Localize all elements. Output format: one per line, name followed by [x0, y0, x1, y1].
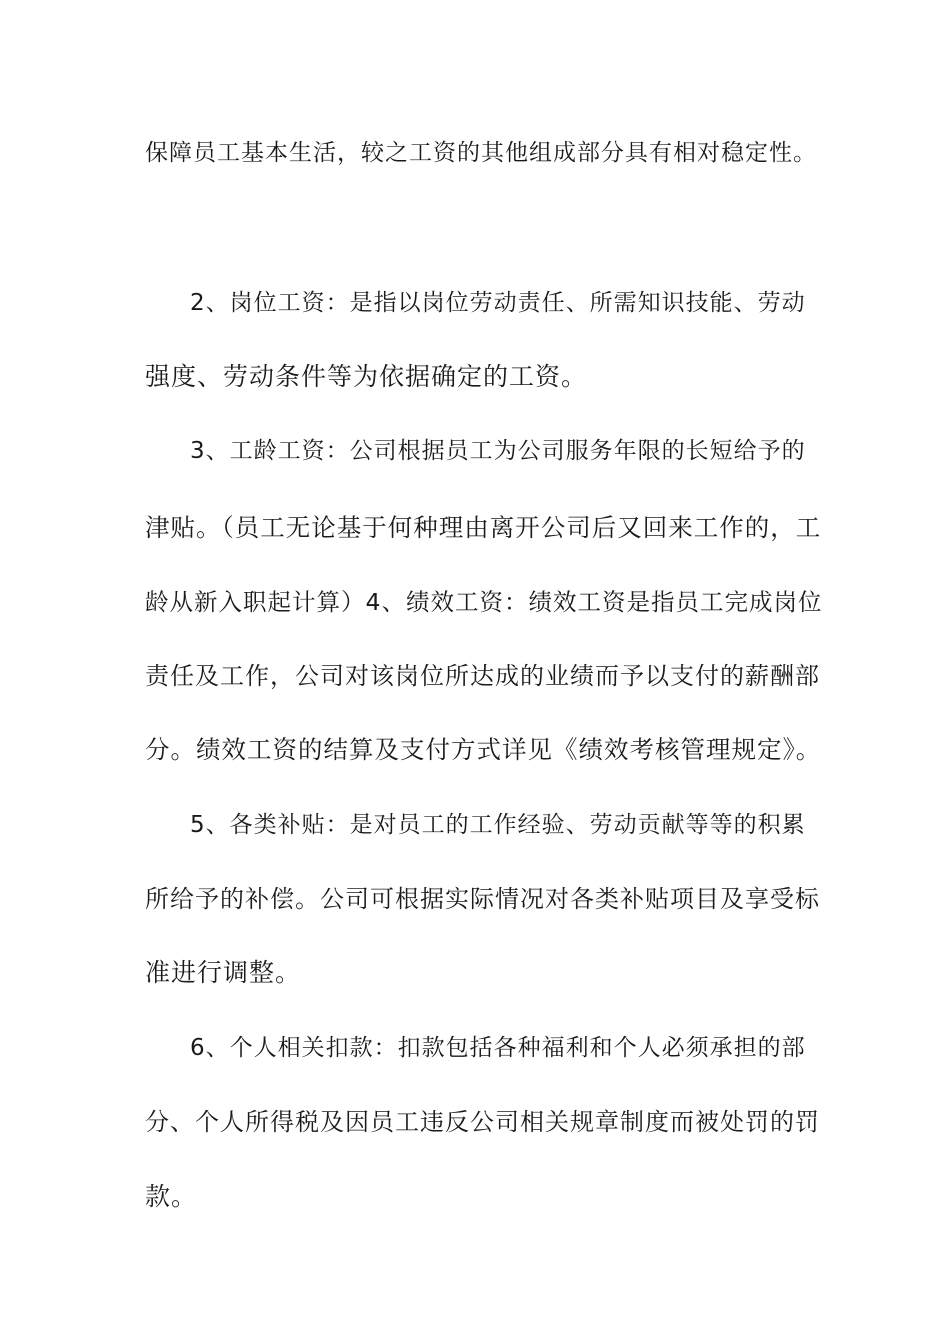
paragraph-line: 分、个人所得税及因员工违反公司相关规章制度而被处罚的罚 [145, 1108, 820, 1136]
paragraph-line: 2、岗位工资：是指以岗位劳动责任、所需知识技能、劳动 [190, 290, 806, 316]
paragraph-line: 保障员工基本生活，较之工资的其他组成部分具有相对稳定性。 [145, 140, 817, 166]
paragraph-line: 款。 [145, 1182, 198, 1211]
paragraph-line: 3、工龄工资：公司根据员工为公司服务年限的长短给予的 [190, 438, 806, 464]
paragraph-line: 5、各类补贴：是对员工的工作经验、劳动贡献等等的积累 [190, 812, 806, 838]
paragraph-line: 龄从新入职起计算）4、绩效工资：绩效工资是指员工完成岗位 [145, 588, 823, 616]
paragraph-line: 责任及工作，公司对该岗位所达成的业绩而予以支付的薪酬部 [145, 662, 820, 690]
paragraph-line: 所给予的补偿。公司可根据实际情况对各类补贴项目及享受标 [145, 885, 820, 913]
paragraph-line: 分。绩效工资的结算及支付方式详见《绩效考核管理规定》。 [145, 735, 822, 764]
paragraph-line: 准进行调整。 [145, 958, 302, 987]
paragraph-line: 津贴。（员工无论基于何种理由离开公司后又回来工作的，工 [145, 513, 822, 542]
paragraph-line: 强度、劳动条件等为依据确定的工资。 [145, 362, 588, 391]
paragraph-line: 6、个人相关扣款：扣款包括各种福利和个人必须承担的部 [190, 1035, 806, 1061]
